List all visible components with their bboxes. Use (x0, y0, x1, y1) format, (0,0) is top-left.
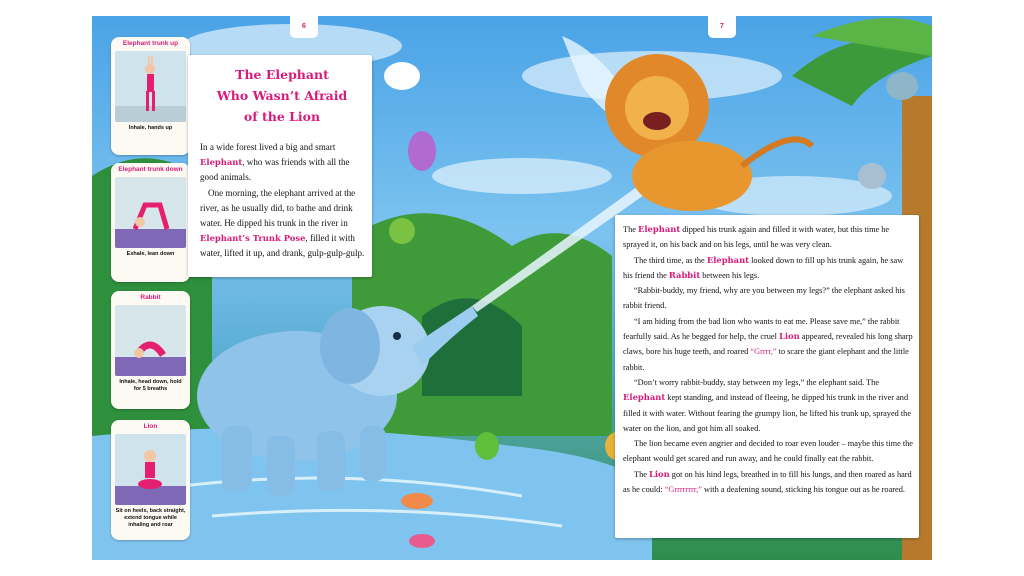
paragraph: “I am hiding from the bad lion who wants to eat me. Please save me,” the rabbit fearfully said. As he begged for help, the cruel Lion appeared, revealed his long sharp claws, bore his huge teeth, and roared “Grrrr,” to scare the giant elephant and the little rabbit. (623, 316, 913, 372)
title-line: of the Lion (243, 109, 321, 124)
highlight-word: Lion (778, 331, 800, 342)
title-line: The Elephant (235, 67, 329, 82)
pose-photo (115, 51, 186, 122)
highlight-word: Lion (648, 468, 670, 479)
paragraph: In a wide forest lived a big and smart Elephant, who was friends with all the good animals. (200, 142, 350, 183)
koala (858, 163, 886, 189)
paragraph: The Elephant dipped his trunk again and filled it with water, but this time he sprayed it, on his back and on his legs, until he was very clean. (623, 224, 890, 250)
highlight-word: Elephant (623, 392, 666, 403)
butterfly (408, 131, 436, 171)
pose-card-title: Rabbit (140, 294, 161, 301)
story-text (623, 222, 913, 497)
cloud (432, 158, 612, 194)
paragraph: The lion became even angrier and decided to roar even louder – maybe this time the elephant would get scared and run away, and he could finally eat the rabbit. (623, 439, 913, 464)
pose-card-title: Elephant trunk up (122, 40, 179, 47)
pose-card-title: Lion (143, 423, 158, 430)
roar-sound: “Grrrr,” (750, 347, 777, 357)
turtle (389, 218, 415, 244)
paragraph: “Don’t worry rabbit-buddy, stay between my legs,” the elephant said. The Elephant kept standing, and instead of fleeing, he dipped his trunk in the river and filled it with water. Without fearing the grumpy lion, he lifted his trunk up, sprayed the water on the lion, and got him all soaked. (623, 377, 912, 433)
fish (401, 493, 433, 509)
pose-card-caption: Inhale, hands up (128, 125, 173, 131)
highlight-word: Elephant (200, 157, 243, 168)
paragraph: The third time, as the Elephant looked down to fill up his trunk again, he saw his friend the Rabbit between his legs. (623, 254, 904, 280)
frog (475, 432, 499, 460)
highlight-word: Rabbit (668, 269, 701, 280)
pose-card-title: Elephant trunk down (118, 166, 183, 173)
story-title (194, 64, 370, 127)
title-line: Who Wasn’t Afraid (216, 88, 348, 103)
pose-card-caption: Exhale, lean down (126, 251, 175, 257)
roar-sound: “Grrrrrrrr,” (664, 485, 702, 495)
highlight-word: Elephant (637, 224, 681, 234)
page-number-right: 7 (708, 16, 736, 38)
paragraph: The Lion got on his hind legs, breathed in to fill his lungs, and then roared as hard as he could: “Grrrrrrrr,” with a deafening sound, sticking his tongue out as he roared. (623, 468, 912, 495)
highlight-word: Elephant (706, 254, 750, 265)
pose-card (111, 37, 190, 155)
fish (409, 534, 435, 548)
pose-card-caption: Sit on heels, back straight, extend tongue while inhaling and roar (115, 508, 186, 528)
pose-photo (115, 177, 186, 248)
paragraph: One morning, the elephant arrived at the river, as he usually did, to bathe and drink water. He dipped his trunk in the river in Elephant’s Trunk Pose, filled it with water, lifted it up, and drank, gulp-gulp-gulp. (200, 187, 365, 259)
pose-photo (115, 434, 186, 505)
intro-text (200, 140, 366, 262)
raccoon (384, 62, 420, 90)
pose-card (111, 291, 190, 409)
pose-card-caption: Inhale, head down, hold for 5 breaths (119, 379, 182, 392)
paragraph: “Rabbit-buddy, my friend, why are you between my legs?” the elephant asked his rabbit friend. (623, 286, 905, 311)
page-number-left: 6 (290, 16, 318, 38)
monkey (886, 72, 918, 100)
pose-photo (115, 305, 186, 376)
pose-card (111, 420, 190, 540)
highlight-word: Elephant’s Trunk Pose (200, 233, 306, 244)
pose-card (111, 163, 190, 282)
